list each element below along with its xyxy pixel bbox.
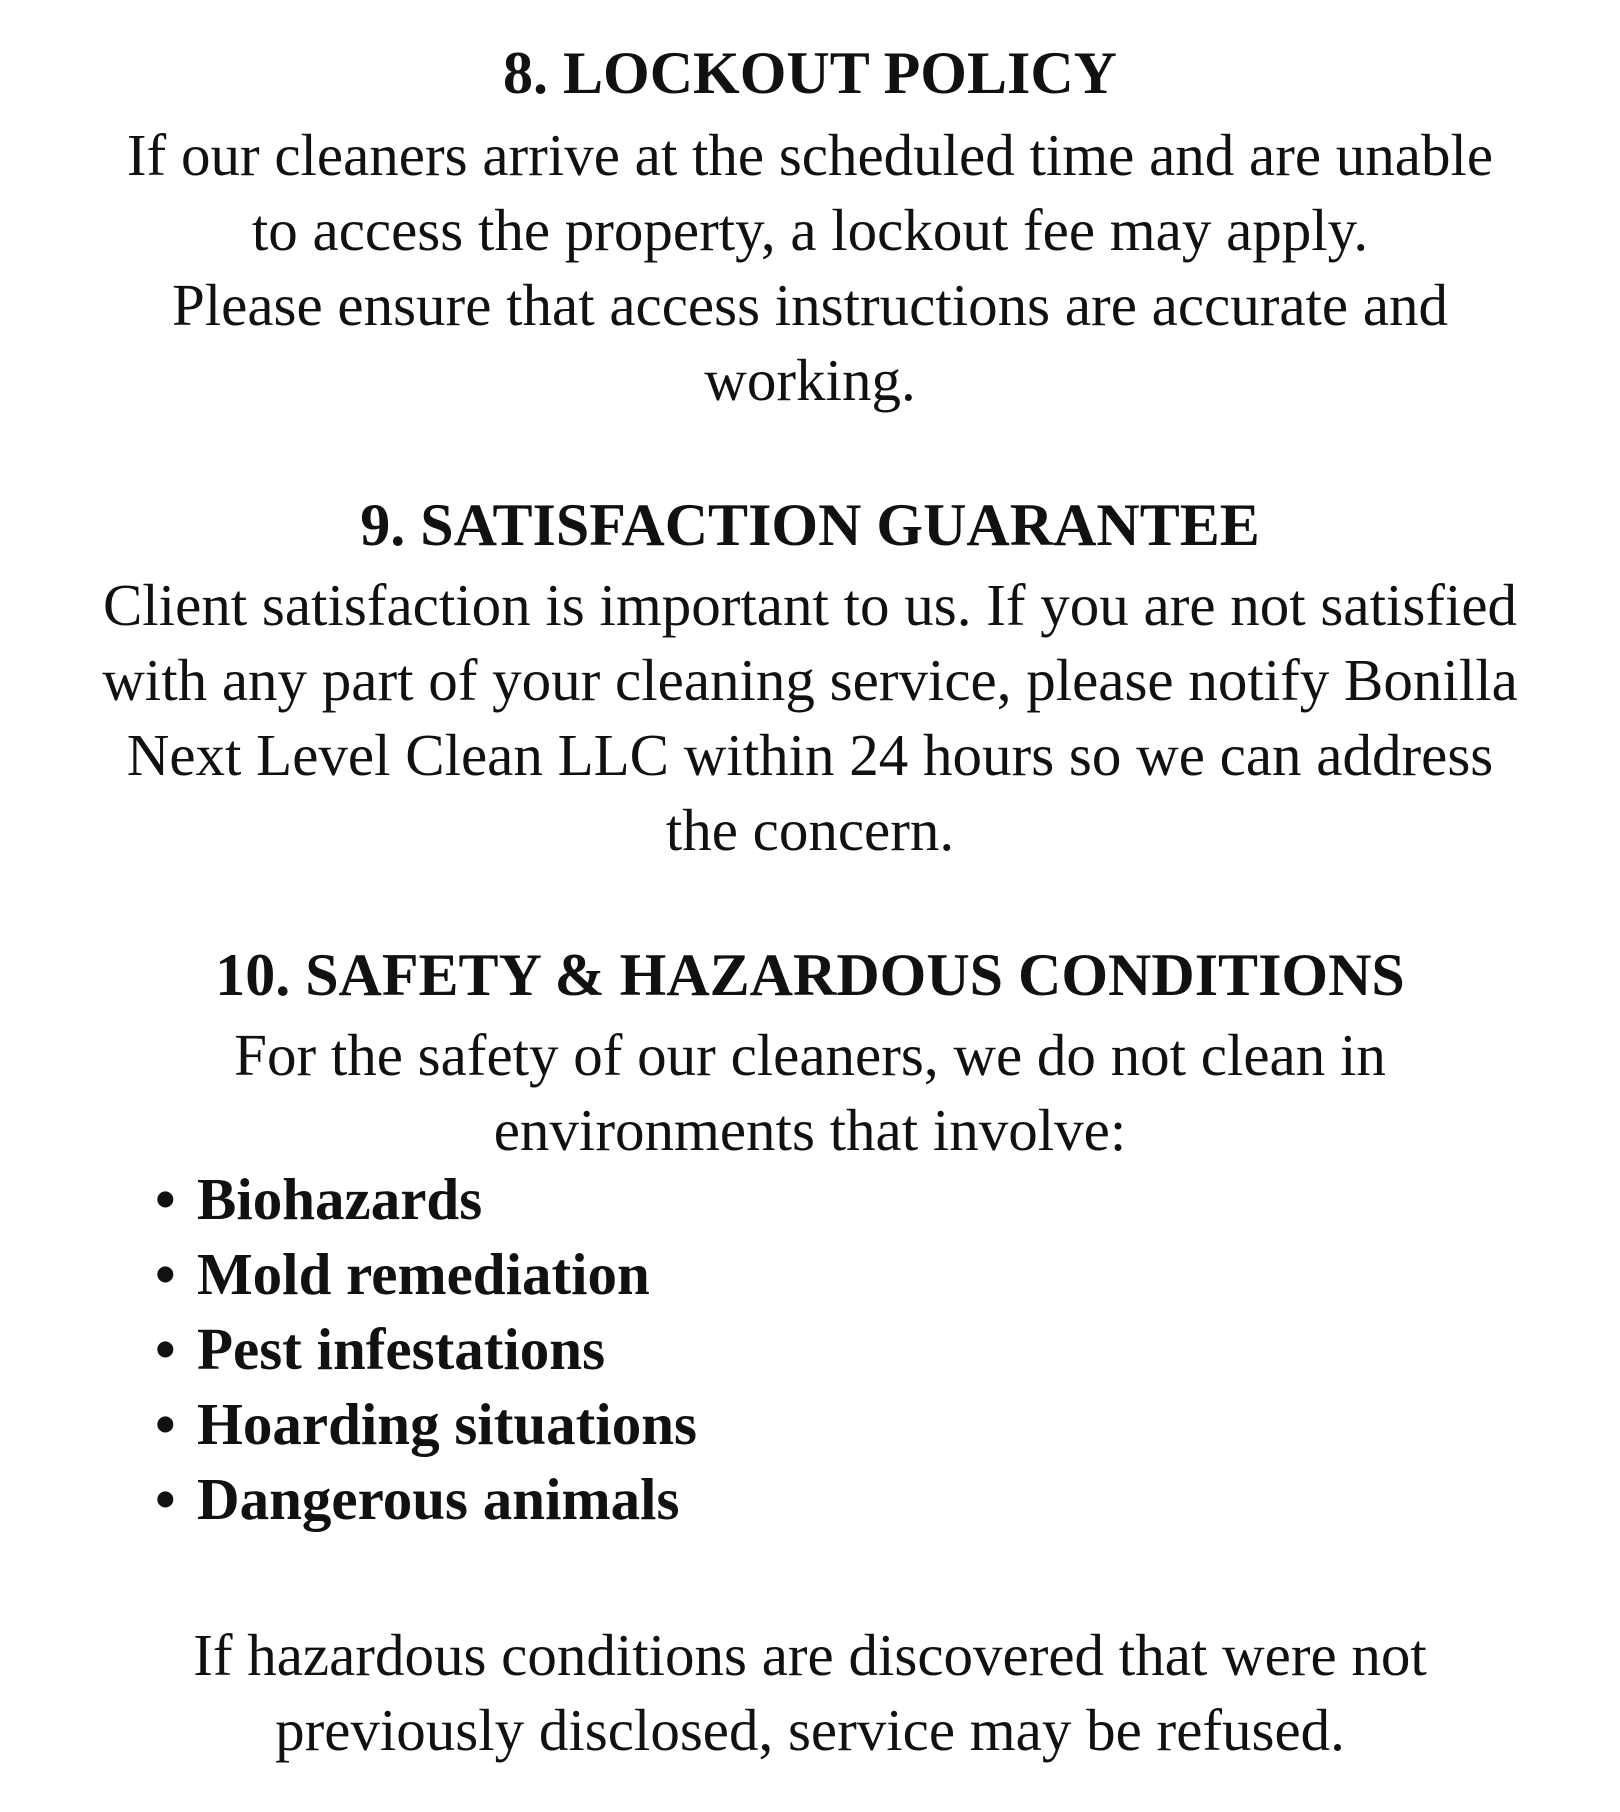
hazard-list-item <box>155 1162 697 1237</box>
hazard-list-item <box>155 1237 697 1312</box>
section-10-closing-line: If hazardous conditions are discovered that were not <box>193 1622 1427 1688</box>
bullet-icon: • <box>155 1466 176 1532</box>
section-8-heading: 8. LOCKOUT POLICY <box>503 40 1117 106</box>
section-9-body <box>0 568 1620 868</box>
section-8-body-line: to access the property, a lockout fee may apply. <box>251 197 1369 263</box>
section-9-body-line: the concern. <box>665 797 955 863</box>
section-10-intro-line: environments that involve: <box>493 1097 1127 1163</box>
hazard-list-item <box>155 1387 697 1462</box>
section-9-heading: 9. SATISFACTION GUARANTEE <box>360 492 1260 558</box>
hazard-label: Dangerous animals <box>197 1466 680 1532</box>
section-9-body-line: Next Level Clean LLC within 24 hours so we can address <box>126 722 1494 788</box>
hazard-list-item <box>155 1312 697 1387</box>
hazard-list-item <box>155 1462 697 1537</box>
section-10-intro-line: For the safety of our cleaners, we do not clean in <box>234 1022 1386 1088</box>
section-10-heading: 10. SAFETY & HAZARDOUS CONDITIONS <box>215 942 1405 1008</box>
hazard-list <box>155 1162 697 1537</box>
section-9-body-line: with any part of your cleaning service, please notify Bonilla <box>102 647 1518 713</box>
section-8-body-line: If our cleaners arrive at the scheduled time and are unable <box>126 122 1494 188</box>
section-10-closing <box>0 1618 1620 1768</box>
section-9-body-line: Client satisfaction is important to us. If you are not satisfied <box>102 572 1518 638</box>
hazard-label: Hoarding situations <box>197 1391 697 1457</box>
bullet-icon: • <box>155 1166 176 1232</box>
section-10-intro <box>0 1018 1620 1168</box>
bullet-icon: • <box>155 1316 176 1382</box>
section-8-body-line: Please ensure that access instructions are accurate and <box>171 272 1449 338</box>
hazard-label: Mold remediation <box>197 1241 650 1307</box>
hazard-label: Biohazards <box>197 1166 483 1232</box>
hazard-label: Pest infestations <box>197 1316 606 1382</box>
section-8-body-line: working. <box>704 347 916 413</box>
section-8-body <box>0 118 1620 418</box>
bullet-icon: • <box>155 1391 176 1457</box>
section-10-closing-line: previously disclosed, service may be refused. <box>275 1697 1345 1763</box>
bullet-icon: • <box>155 1241 176 1307</box>
